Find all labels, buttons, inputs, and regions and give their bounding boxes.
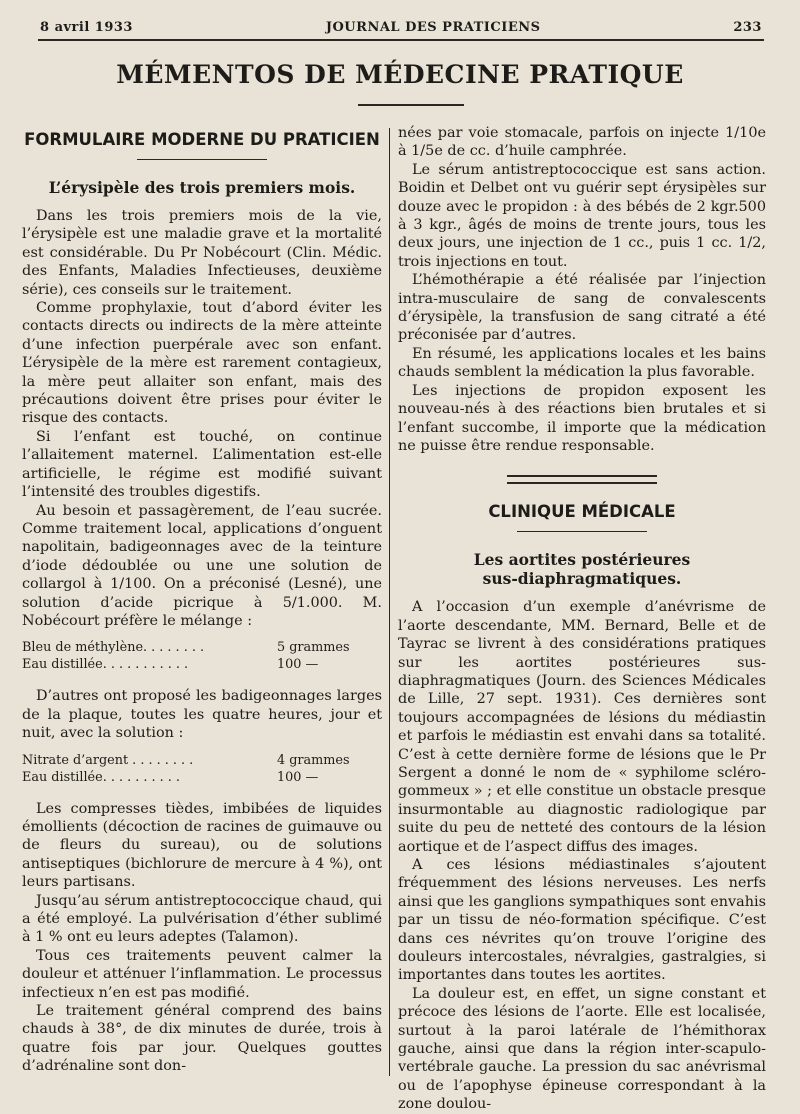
title-rule: [358, 104, 464, 106]
article-title-line: sus-diaphragmatiques.: [482, 569, 682, 589]
quantity: 100 —: [277, 769, 319, 785]
paragraph: A l’occasion d’un exemple d’anévrisme de l’aorte descendante, MM. Bernard, Belle et de Tayrac se livrent à des considérations pratiques sur les aortites postérieures sus-diaphragmatiques (Journ. des Sciences Médicales de Lille, 27 sept. 1931). Ces dernières sont toujours accompagnées de lésions du médiastin et parfois le médiastin est envahi dans sa totalité. C’est à cette dernière forme de lésions que le Pr Sergent a donné le nom de « syphilome scléro-gommeux » ; et elle constitue un obstacle presque insurmontable au diagnostic radiologique par suite du peu de netteté des contours de la lésion aortique et de l’aspect diffus des images.: [398, 599, 766, 855]
journal-name: JOURNAL DES PRATICIENS: [325, 19, 541, 35]
right-column: [398, 124, 766, 1114]
ingredient: Eau distillée. . . . . . . . . .: [22, 769, 180, 785]
section-heading-clinique: CLINIQUE MÉDICALE: [488, 502, 676, 522]
recipe-nitrate: [22, 752, 382, 786]
section-divider: [507, 475, 657, 484]
paragraph: Le traitement général comprend des bains chauds à 38°, de dix minutes de durée, trois à quatre fois par jour. Quelques gouttes d’adrénaline sont don-: [22, 1003, 382, 1075]
paragraph: Comme prophylaxie, tout d’abord éviter les contacts directs ou indirects de la mère atteinte d’une infection puerpérale avec son enfant. L’érysipèle de la mère est rarement contagieux, la mère peut allaiter son enfant, mais des précautions doivent être prises pour éviter le risque des contacts.: [22, 300, 382, 427]
section-heading-formulaire: FORMULAIRE MODERNE DU PRATICIEN: [24, 130, 380, 149]
paragraph: Le sérum antistreptococcique est sans action. Boidin et Delbet ont vu guérir sept érysipèles sur douze avec le propidon : à des bébés de 2 kgr.500 à 3 kgr., âgés de moins de trente jours, tous les deux jours, une injection de 1 cc., puis 1 cc. 1/2, trois injections en tout.: [398, 161, 766, 270]
running-head: [40, 16, 762, 38]
quantity: 4 grammes: [277, 752, 350, 768]
article-title-line: Les aortites postérieures: [473, 550, 691, 570]
article-title-aortites: [398, 550, 766, 588]
issue-date: 8 avril 1933: [40, 19, 133, 35]
paragraph: Jusqu’au sérum antistreptococcique chaud, qui a été employé. La pulvérisation d’éther sublimé à 1 % ont eu leurs adeptes (Talamon).: [22, 892, 382, 946]
column-separator: [389, 128, 390, 1076]
page-number: 233: [733, 19, 762, 35]
quantity: 100 —: [277, 657, 319, 673]
ingredient: Nitrate d’argent . . . . . . . .: [22, 752, 194, 768]
paragraph: Dans les trois premiers mois de la vie, l’érysipèle est une maladie grave et la mortalité est considérable. Du Pr Nobécourt (Clin. Médic. des Enfants, Maladies Infectieuses, deuxième série), ces conseils sur le traitement.: [22, 208, 382, 298]
recipe-methylene: [22, 639, 382, 673]
quantity: 5 grammes: [277, 640, 350, 656]
recipe-row: [22, 769, 382, 786]
paragraph: En résumé, les applications locales et les bains chauds semblent la médication la plus favorable.: [398, 345, 766, 381]
section-rule: [137, 159, 267, 160]
paragraph: L’hémothérapie a été réalisée par l’injection intra-musculaire de sang de convalescents d’érysipèle, la transfusion de sang citraté a été préconisée par d’autres.: [398, 272, 766, 344]
ingredient: Bleu de méthylène. . . . . . . .: [22, 640, 205, 656]
recipe-row: [22, 639, 382, 656]
paragraph: Au besoin et passagèrement, de l’eau sucrée. Comme traitement local, applications d’onguent napolitain, badigeonnages avec de la teinture d’iode dédoublée ou une une solution de collargol à 1/100. On a préconisé (Lesné), une solution d’acide picrique à 5/1.000. M. Nobécourt préfère le mélange :: [22, 502, 382, 629]
paragraph: nées par voie stomacale, parfois on injecte 1/10e à 1/5e de cc. d’huile camphrée.: [398, 125, 766, 160]
article-title-erysipele: L’érysipèle des trois premiers mois.: [48, 178, 356, 197]
paragraph: D’autres ont proposé les badigeonnages larges de la plaque, toutes les quatre heures, jour et nuit, avec la solution :: [22, 688, 382, 742]
paragraph: Les compresses tièdes, imbibées de liquides émollients (décoction de racines de guimauve ou de fleurs du sureau), ou de solutions antiseptiques (bichlorure de mercure à 4 %), ont leurs partisans.: [22, 800, 382, 891]
header-rule: [38, 39, 764, 41]
main-title: MÉMENTOS DE MÉDECINE PRATIQUE: [116, 60, 684, 89]
paragraph: Tous ces traitements peuvent calmer la douleur et atténuer l’inflammation. Le processus infectieux n’en est pas modifié.: [22, 947, 382, 1001]
paragraph: Si l’enfant est touché, on continue l’allaitement maternel. L’alimentation est-elle artificielle, le régime est modifié suivant l’intensité des troubles digestifs.: [22, 428, 382, 501]
recipe-row: [22, 656, 382, 673]
paragraph: La douleur est, en effet, un signe constant et précoce des lésions de l’aorte. Elle est localisée, surtout à la paroi latérale de l’hémithorax gauche, ainsi que dans la région inter-scapulo-vertébrale gauche. La pression du sac anévrismal ou de l’apophyse épineuse correspondant à la zone doulou-: [398, 985, 766, 1113]
section-rule: [517, 531, 647, 532]
ingredient: Eau distillée. . . . . . . . . . .: [22, 657, 189, 673]
recipe-row: [22, 752, 382, 769]
left-column: [22, 124, 382, 1076]
paragraph: Les injections de propidon exposent les nouveau-nés à des réactions bien brutales et si l’enfant succombe, il importe que la médication ne puisse être rendue responsable.: [398, 382, 766, 454]
paragraph: A ces lésions médiastinales s’ajoutent fréquemment des lésions nerveuses. Les nerfs ainsi que les ganglions sympathiques sont envahis par un tissu de néo-formation spécifique. C’est dans ces névrites qu’on trouve l’origine des douleurs intercostales, névralgies, gastralgies, si importantes dans toutes les aortites.: [398, 857, 767, 984]
